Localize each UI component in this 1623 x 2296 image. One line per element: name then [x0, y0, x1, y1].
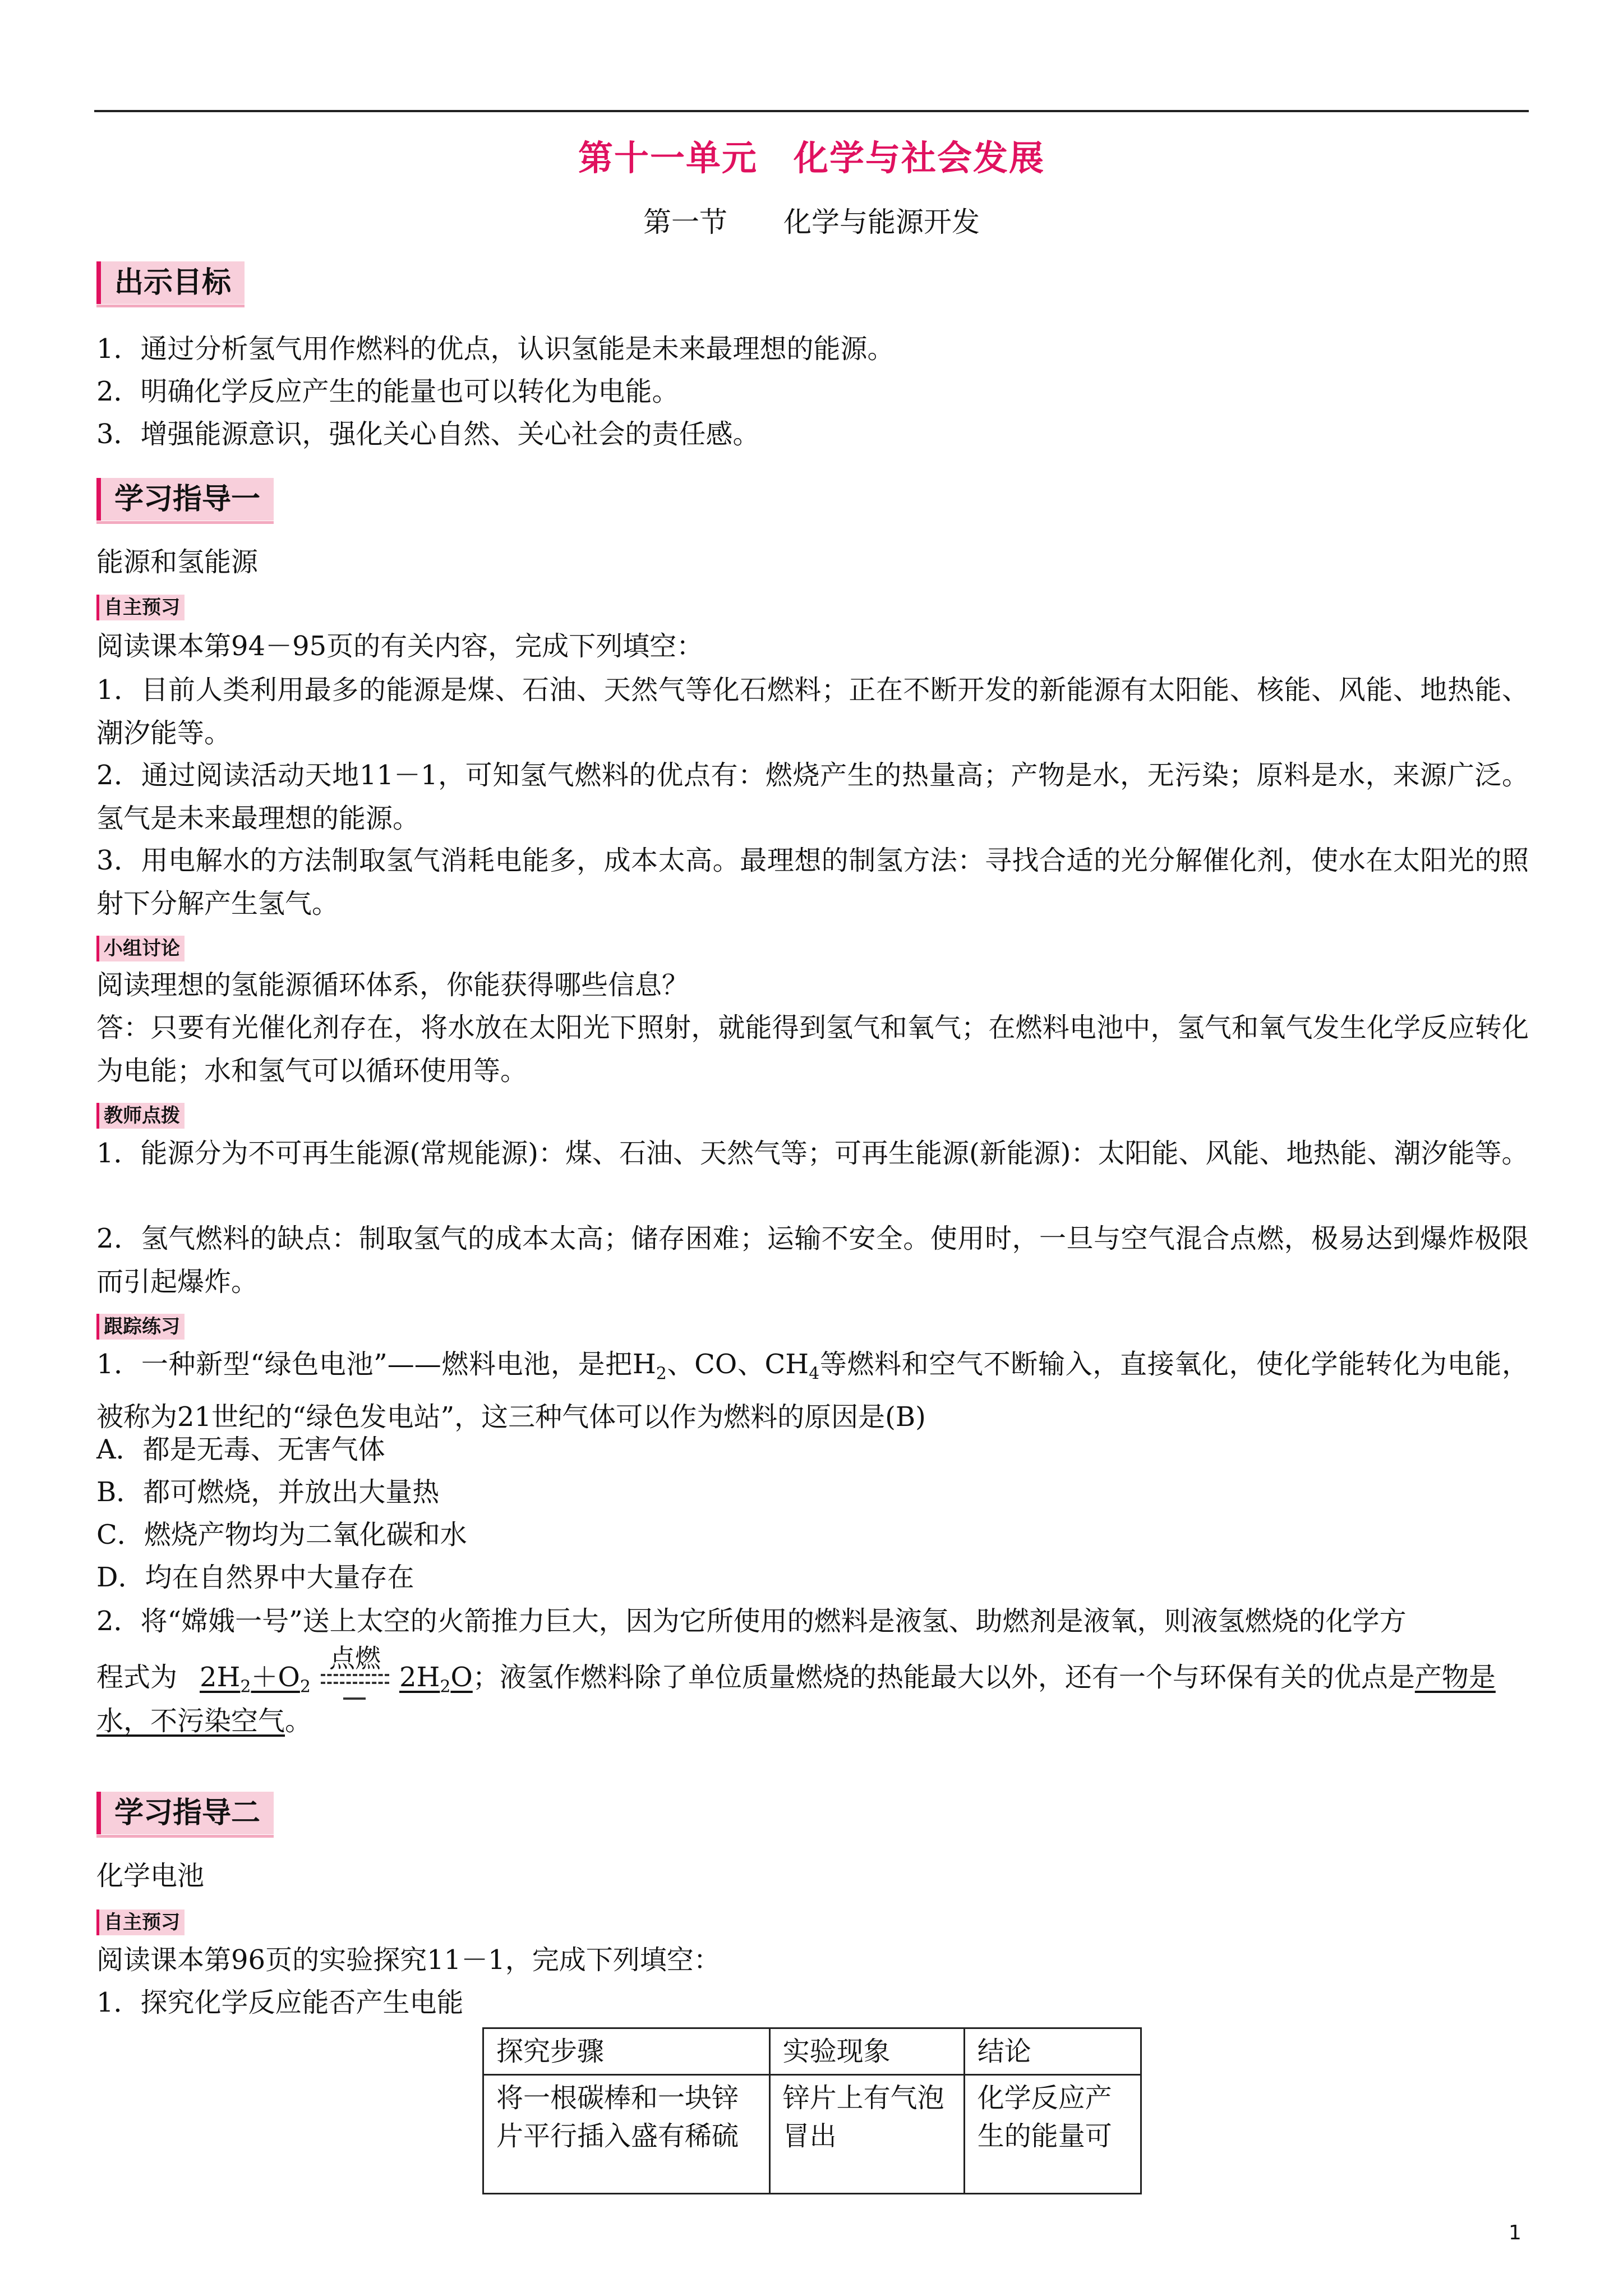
- equation-right: $2H_2O$: [399, 1662, 473, 1697]
- discussion-question: 阅读理想的氢能源循环体系，你能获得哪些信息？: [96, 969, 689, 1001]
- section-subtitle: 第一节 化学与能源开发: [643, 206, 980, 238]
- practice-q2-line1: 2．将“嫦娥一号”送上太空的火箭推力巨大，因为它所使用的燃料是液氢、助燃剂是液氧，则液氢燃烧的化学方: [96, 1605, 1407, 1637]
- goal-item-3: 3．增强能源意识，强化关心自然、关心社会的责任感。: [96, 418, 760, 450]
- guide1-topic: 能源和氢能源: [96, 546, 259, 578]
- preview-item-1: 1．目前人类利用最多的能源是煤、石油、天然气等化石燃料；正在不断开发的新能源有太阳能、核能、风能、地热能、潮汐能等。: [96, 674, 1529, 749]
- answer-part1: 产物是: [1414, 1662, 1496, 1693]
- practice-tag: 跟踪练习: [96, 1314, 185, 1340]
- table-cell: 锌片上有气泡冒出: [769, 2075, 964, 2194]
- discussion-answer: 答：只要有光催化剂存在，将水放在太阳光下照射，就能得到氢气和氧气；在燃料电池中，氢气和氧气发生化学反应转化为电能；水和氢气可以循环使用等。: [96, 1012, 1529, 1087]
- equation-left: $2H_2+O_2$: [200, 1662, 311, 1697]
- practice-q2-line3: 水，不污染空气。: [96, 1705, 312, 1737]
- guide2-topic: 化学电池: [96, 1860, 205, 1892]
- teacher-item-2: 2．氢气燃料的缺点：制取氢气的成本太高；储存困难；运输不安全。使用时，一旦与空气混合点燃，极易达到爆炸极限而引起爆炸。: [96, 1223, 1529, 1297]
- option-d: D．均在自然界中大量存在: [96, 1562, 414, 1593]
- guide2-heading: 学习指导二: [96, 1792, 274, 1834]
- table-header-cell: 结论: [964, 2028, 1141, 2075]
- guide1-heading: 学习指导一: [96, 478, 274, 521]
- page-number: 1: [1509, 2221, 1521, 2244]
- table-cell: 化学反应产生的能量可: [964, 2075, 1141, 2194]
- option-c: C．燃烧产物均为二氧化碳和水: [96, 1519, 467, 1550]
- preview-tag: 自主预习: [96, 595, 185, 620]
- preview-item-2: 2．通过阅读活动天地11－1，可知氢气燃料的优点有：燃烧产生的热量高；产物是水，无污染；原料是水，来源广泛。氢气是未来最理想的能源。: [96, 760, 1529, 834]
- goals-heading: 出示目标: [96, 261, 245, 304]
- teacher-tag: 教师点拨: [96, 1103, 185, 1129]
- table-header-cell: 探究步骤: [483, 2028, 770, 2075]
- reaction-condition: 点燃: [319, 1663, 391, 1696]
- experiment-table: [482, 2027, 1142, 2194]
- page-title: 第十一单元 化学与社会发展: [578, 137, 1045, 178]
- teacher-item-1: 1．能源分为不可再生能源(常规能源)：煤、石油、天然气等；可再生能源(新能源)：太阳能、风能、地热能、潮汐能等。: [96, 1138, 1529, 1169]
- table-cell: 将一根碳棒和一块锌片平行插入盛有稀硫: [483, 2075, 770, 2194]
- table-row: [483, 2075, 1141, 2194]
- option-a: A．都是无毒、无害气体: [96, 1434, 385, 1465]
- answer-part2: 水，不污染空气: [96, 1705, 285, 1737]
- goal-item-1: 1．通过分析氢气用作燃料的优点，认识氢能是未来最理想的能源。: [96, 333, 895, 365]
- table-header-cell: 实验现象: [769, 2028, 964, 2075]
- discussion-tag: 小组讨论: [96, 936, 185, 961]
- table-header-row: [483, 2028, 1141, 2075]
- preview-item-3: 3．用电解水的方法制取氢气消耗电能多，成本太高。最理想的制氢方法：寻找合适的光分解催化剂，使水在太阳光的照射下分解产生氢气。: [96, 845, 1529, 919]
- preview2-tag: 自主预习: [96, 1910, 185, 1935]
- preview2-item-1: 1．探究化学反应能否产生电能: [96, 1987, 464, 2018]
- practice-q2-equation-line: 程式为 $2H_2+O_2$ 点燃 $2H_2O$；液氢作燃料除了单位质量燃烧的热能最大以外，还有一个与环保有关的优点是产物是: [96, 1656, 1496, 1709]
- preview-intro: 阅读课本第94－95页的有关内容，完成下列填空：: [96, 631, 704, 662]
- practice-q1: 1．一种新型“绿色电池”——燃料电池，是把$H_2$、CO、$CH_4$等燃料和空气不断输入，直接氧化，使化学能转化为电能，被称为21世纪的“绿色发电站”，这三种气体可以作为燃料的原因是(B): [96, 1349, 1529, 1433]
- top-rule: [94, 110, 1529, 112]
- goal-item-2: 2．明确化学反应产生的能量也可以转化为电能。: [96, 376, 679, 407]
- preview2-intro: 阅读课本第96页的实验探究11－1，完成下列填空：: [96, 1944, 721, 1976]
- option-b: B．都可燃烧，并放出大量热: [96, 1476, 440, 1508]
